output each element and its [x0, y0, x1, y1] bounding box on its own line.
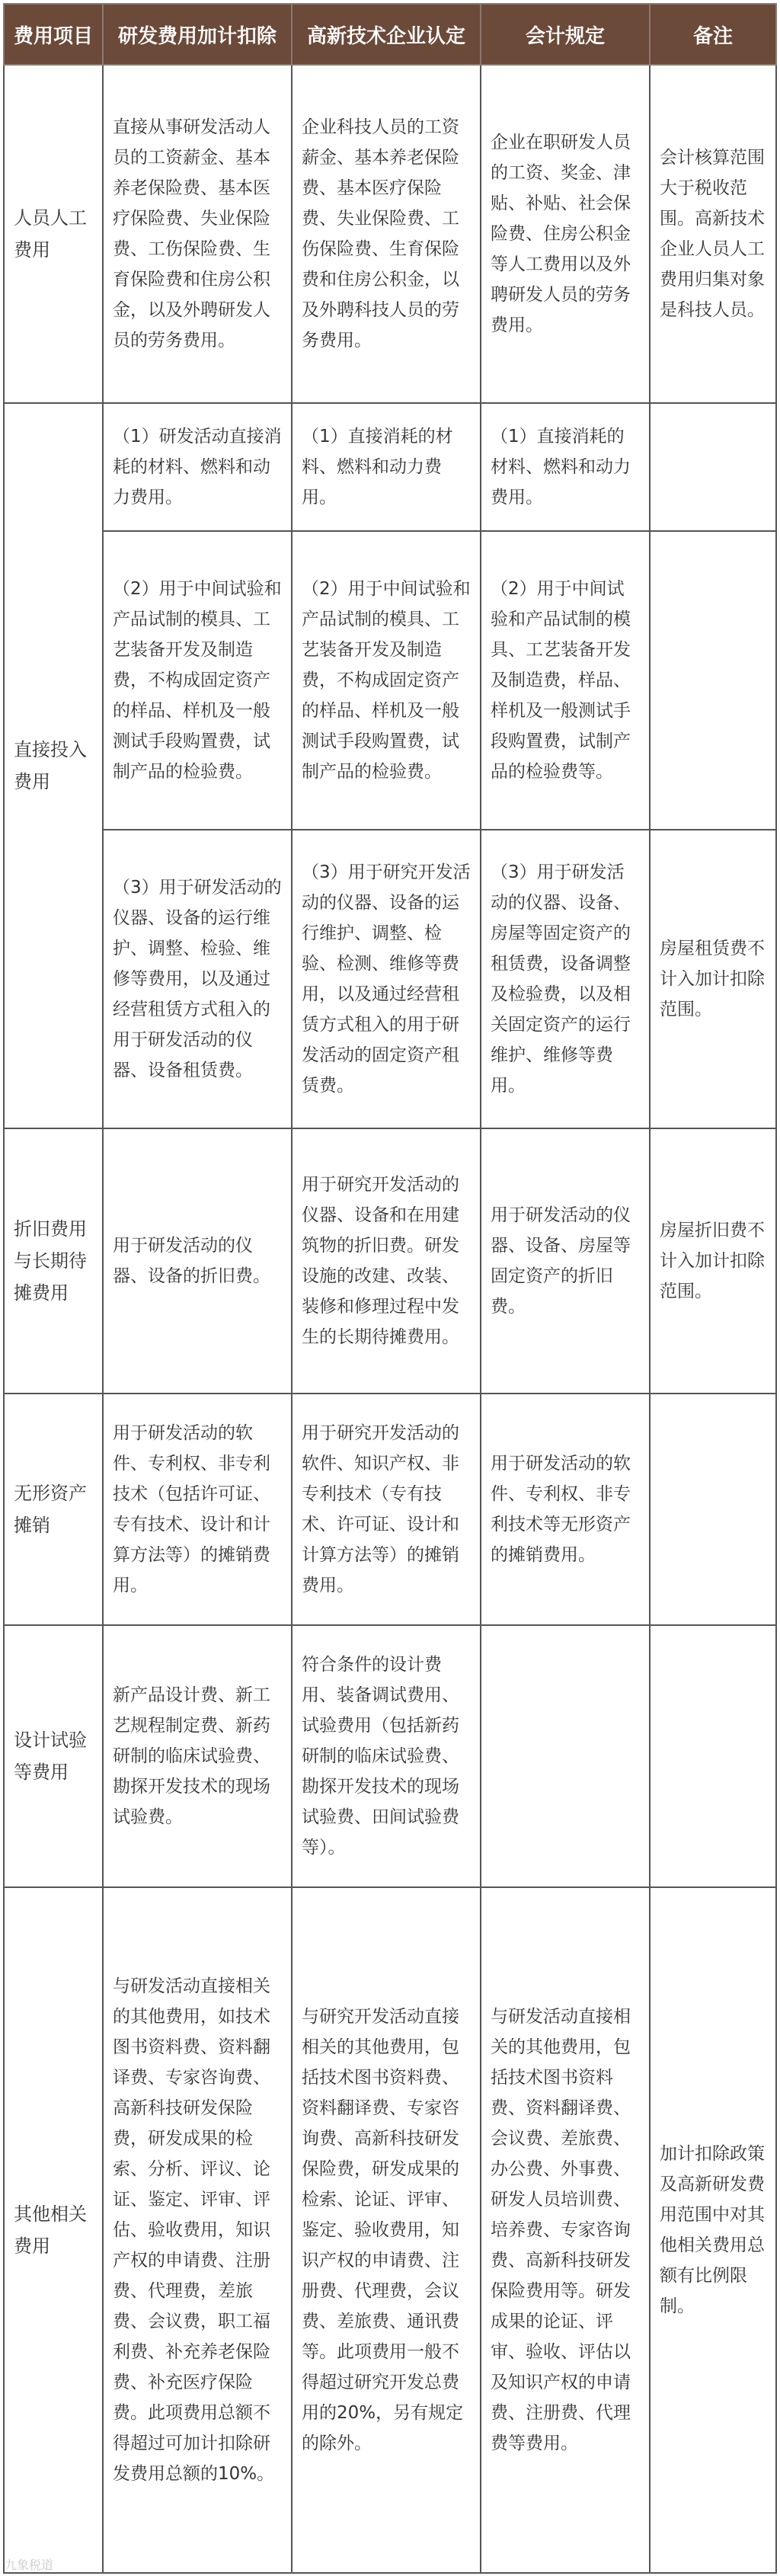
- rd-expense-comparison-table: [3, 3, 777, 2574]
- cell-note: 加计扣除政策及高新研发费用范围中对其他相关费用总额有比例限制。: [650, 1887, 776, 2573]
- cell-deduction: 用于研发活动的软件、专利权、非专利技术（包括许可证、专有技术、设计和计算方法等）的摊销费用。: [103, 1394, 292, 1625]
- cell-hightech: （3）用于研究开发活动的仪器、设备的运行维护、调整、检验、检测、维修等费用，以及通过经营租赁方式租入的用于研发活动的固定资产租赁费。: [292, 830, 481, 1128]
- cell-accounting: 用于研发活动的软件、专利权、非专利技术等无形资产的摊销费用。: [481, 1394, 650, 1625]
- cell-deduction: 与研发活动直接相关的其他费用，如技术图书资料费、资料翻译费、专家咨询费、高新科技研发保险费，研发成果的检索、分析、评议、论证、鉴定、评审、评估、验收费用，知识产权的申请费、注册费、代理费，差旅费、会议费，职工福利费、补充养老保险费、补充医疗保险费。此项费用总额不得超过可加计扣除研发费用总额的10%。: [103, 1887, 292, 2573]
- cell-deduction: 直接从事研发活动人员的工资薪金、基本养老保险费、基本医疗保险费、失业保险费、工伤保险费、生育保险费和住房公积金，以及外聘研发人员的劳务费用。: [103, 65, 292, 403]
- row-category: 其他相关费用: [4, 1887, 103, 2573]
- cell-accounting: 与研发活动直接相关的其他费用，包括技术图书资料费、资料翻译费、会议费、差旅费、办公费、外事费、研发人员培训费、培养费、专家咨询费、高新科技研发保险费用等。研发成果的论证、评审、验收、评估以及知识产权的申请费、注册费、代理费等费用。: [481, 1887, 650, 2573]
- cell-deduction: 用于研发活动的仪器、设备的折旧费。: [103, 1128, 292, 1394]
- cell-accounting: （2）用于中间试验和产品试制的模具、工艺装备开发及制造费，样品、样机及一般测试手段购置费，试制产品的检验费等。: [481, 531, 650, 830]
- cell-note: [650, 531, 776, 830]
- table-row: [4, 65, 776, 403]
- cell-hightech: 符合条件的设计费用、装备调试费用、试验费用（包括新药研制的临床试验费、勘探开发技术的现场试验费、田间试验费等）。: [292, 1625, 481, 1887]
- header-remarks: 备注: [650, 4, 776, 65]
- cell-hightech: 用于研究开发活动的仪器、设备和在用建筑物的折旧费。研发设施的改建、改装、装修和修理过程中发生的长期待摊费用。: [292, 1128, 481, 1394]
- cell-accounting: [481, 1625, 650, 1887]
- cell-hightech: （1）直接消耗的材料、燃料和动力费用。: [292, 403, 481, 531]
- header-hightech-recognition: 高新技术企业认定: [292, 4, 481, 65]
- cell-hightech: （2）用于中间试验和产品试制的模具、工艺装备开发及制造费，不构成固定资产的样品、样机及一般测试手段购置费，试制产品的检验费。: [292, 531, 481, 830]
- row-category: 折旧费用与长期待摊费用: [4, 1128, 103, 1394]
- watermark: 九象税道: [5, 2558, 54, 2572]
- header-rd-deduction: 研发费用加计扣除: [103, 4, 292, 65]
- header-expense-item: 费用项目: [4, 4, 103, 65]
- cell-accounting: （1）直接消耗的材料、燃料和动力费用。: [481, 403, 650, 531]
- cell-note: [650, 403, 776, 531]
- cell-deduction: （2）用于中间试验和产品试制的模具、工艺装备开发及制造费，不构成固定资产的样品、样机及一般测试手段购置费，试制产品的检验费。: [103, 531, 292, 830]
- table-row: [4, 1625, 776, 1887]
- table-row: [4, 1394, 776, 1625]
- row-category: 人员人工费用: [4, 65, 103, 403]
- table-row: [4, 403, 776, 531]
- table-row: [4, 531, 776, 830]
- cell-accounting: （3）用于研发活动的仪器、设备、房屋等固定资产的租赁费，设备调整及检验费，以及相关固定资产的运行维护、维修等费用。: [481, 830, 650, 1128]
- cell-hightech: 企业科技人员的工资薪金、基本养老保险费、基本医疗保险费、失业保险费、工伤保险费、生育保险费和住房公积金，以及外聘科技人员的劳务费用。: [292, 65, 481, 403]
- cell-accounting: 企业在职研发人员的工资、奖金、津贴、补贴、社会保险费、住房公积金等人工费用以及外聘研发人员的劳务费用。: [481, 65, 650, 403]
- row-category: 无形资产摊销: [4, 1394, 103, 1625]
- row-category: 直接投入费用: [4, 403, 103, 1128]
- cell-note: 房屋租赁费不计入加计扣除范围。: [650, 830, 776, 1128]
- cell-note: [650, 1394, 776, 1625]
- cell-accounting: 用于研发活动的仪器、设备、房屋等固定资产的折旧费。: [481, 1128, 650, 1394]
- header-accounting-rules: 会计规定: [481, 4, 650, 65]
- cell-note: 房屋折旧费不计入加计扣除范围。: [650, 1128, 776, 1394]
- table-row: [4, 830, 776, 1128]
- cell-deduction: （3）用于研发活动的仪器、设备的运行维护、调整、检验、维修等费用，以及通过经营租赁方式租入的用于研发活动的仪器、设备租赁费。: [103, 830, 292, 1128]
- table-row: [4, 1128, 776, 1394]
- cell-note: 会计核算范围大于税收范围。高新技术企业人员人工费用归集对象是科技人员。: [650, 65, 776, 403]
- cell-deduction: （1）研发活动直接消耗的材料、燃料和动力费用。: [103, 403, 292, 531]
- cell-hightech: 与研究开发活动直接相关的其他费用，包括技术图书资料费、资料翻译费、专家咨询费、高新科技研发保险费，研发成果的检索、论证、评审、鉴定、验收费用，知识产权的申请费、注册费、代理费，会议费、差旅费、通讯费等。此项费用一般不得超过研究开发总费用的20%，另有规定的除外。: [292, 1887, 481, 2573]
- cell-deduction: 新产品设计费、新工艺规程制定费、新药研制的临床试验费、勘探开发技术的现场试验费。: [103, 1625, 292, 1887]
- table-row: [4, 1887, 776, 2573]
- cell-hightech: 用于研究开发活动的软件、知识产权、非专利技术（专有技术、许可证、设计和计算方法等）的摊销费用。: [292, 1394, 481, 1625]
- cell-note: [650, 1625, 776, 1887]
- header-row: [4, 4, 776, 65]
- row-category: 设计试验等费用: [4, 1625, 103, 1887]
